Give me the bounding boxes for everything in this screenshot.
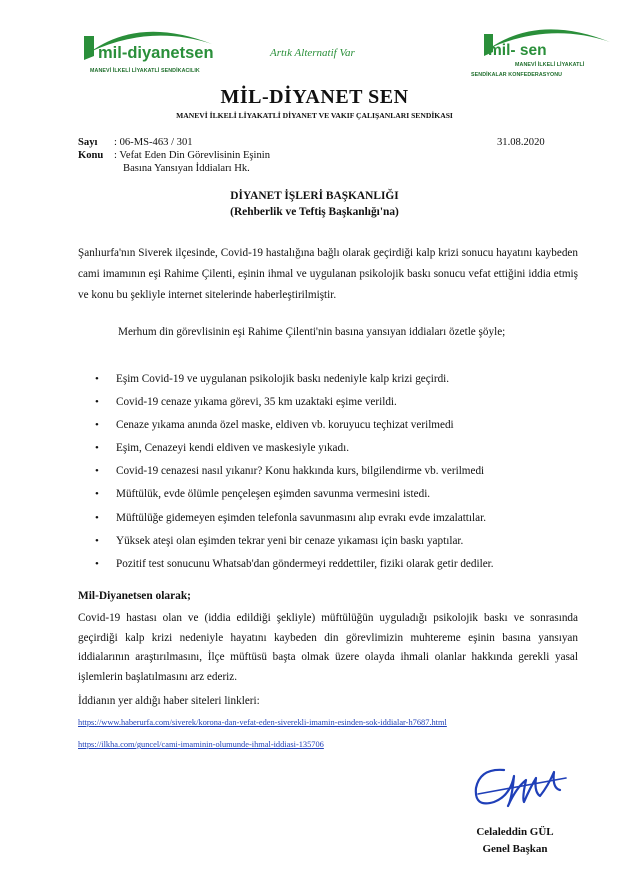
paragraph-intro: Şanlıurfa'nın Siverek ilçesinde, Covid-19 hastalığına bağlı olarak geçirdiği kalp krizi sonucu hayatını kaybeden cami imamının eşi Rahime Çilenti, eşinin ihmal ve uygulanan psikolojik baskı sonucu vefat ettiğini iddia etmiş ve konu bu şekliyle internet sitelerinde haberleştirilmiştir. bbox=[78, 247, 578, 301]
addressee-line2: (Rehberlik ve Teftiş Başkanlığı'na) bbox=[230, 206, 399, 218]
list-item: • Eşim, Cenazeyi kendi eldiven ve maskesiyle yıkadı. bbox=[78, 440, 578, 463]
signatory-name: Celaleddin GÜL bbox=[476, 826, 554, 838]
signature-icon bbox=[470, 758, 575, 818]
claims-list bbox=[78, 371, 578, 579]
list-item: • Eşim Covid-19 ve uygulanan psikolojik baskı nedeniyle kalp krizi geçirdi. bbox=[78, 371, 578, 394]
left-logo-brand: mil-diyanetsen bbox=[98, 44, 214, 62]
addressee-line1: DİYANET İŞLERİ BAŞKANLIĞI bbox=[230, 190, 399, 202]
list-item: • Covid-19 cenaze yıkama görevi, 35 km uzaktaki eşime verildi. bbox=[78, 394, 578, 417]
list-item: • Müftülük, evde ölümle pençeleşen eşimden savunma vermesini istedi. bbox=[78, 486, 578, 509]
list-item: • Yüksek ateşi olan eşimden tekrar yeni bir cenaze yıkaması için baskı yaptılar. bbox=[78, 533, 578, 556]
konu-label: Konu bbox=[78, 150, 104, 161]
mil-diyanetsen-logo bbox=[80, 22, 225, 80]
left-logo-tagline: MANEVİ İLKELİ LİYAKATLİ SENDİKACILIK bbox=[90, 68, 200, 74]
sayi-value: : 06-MS-463 / 301 bbox=[114, 137, 193, 148]
konu-value: : Vefat Eden Din Görevlisinin Eşinin bbox=[114, 150, 271, 161]
signatory-title: Genel Başkan bbox=[482, 843, 548, 855]
page-title: MİL-DİYANET SEN bbox=[220, 86, 409, 108]
right-logo-line1: MANEVİ İLKELİ LİYAKATLİ bbox=[515, 62, 585, 68]
sayi-label: Sayı bbox=[78, 137, 98, 148]
paragraph-request: Covid-19 hastası olan ve (iddia edildiği şekliyle) müftülüğün uyguladığı psikolojik baskı ve sonrasında geçirdiği kalp krizi nedeniyle hayatını kaybeden din görevlimizin muhtereme eşinin basına yansıyan iddialarının araştırılmasını, İlçe müftüsü başta olmak üzere olayda ihmali olanlar hakkında gerekli yasal işlemlerin başlatılmasını arz ederiz. bbox=[78, 612, 578, 683]
list-item: • Pozitif test sonucunu Whatsab'dan göndermeyi reddettiler, fiziki olarak getir dediler. bbox=[78, 556, 578, 579]
document-date: 31.08.2020 bbox=[497, 137, 545, 148]
page-subtitle: MANEVİ İLKELİ LİYAKATLİ DİYANET VE VAKIF ÇALIŞANLARI SENDİKASI bbox=[176, 111, 453, 120]
list-item: • Covid-19 cenazesi nasıl yıkanır? Konu hakkında kurs, bilgilendirme vb. verilmedi bbox=[78, 463, 578, 486]
konu-value-line2: Basına Yansıyan İddiaları Hk. bbox=[123, 163, 250, 174]
right-logo-brand: mil- sen bbox=[488, 42, 547, 59]
motto: Artık Alternatif Var bbox=[270, 47, 355, 59]
section-heading: Mil-Diyanetsen olarak; bbox=[78, 590, 191, 602]
news-link-haberurfa[interactable]: https://www.haberurfa.com/siverek/korona-dan-vefat-eden-siverekli-imamin-esinden-sok-iddialar-h7687.html bbox=[78, 718, 447, 727]
links-intro: İddianın yer aldığı haber siteleri linkleri: bbox=[78, 695, 260, 707]
list-item: • Müftülüğe gidemeyen eşimden telefonla savunmasını alıp evrakı evde imzalattılar. bbox=[78, 510, 578, 533]
right-logo-line2: SENDİKALAR KONFEDERASYONU bbox=[471, 72, 563, 78]
news-link-ilkha[interactable]: https://ilkha.com/guncel/cami-imaminin-olumunde-ihmal-iddiasi-135706 bbox=[78, 740, 324, 749]
paragraph-summary-intro: Merhum din görevlisinin eşi Rahime Çilenti'nin basına yansıyan iddiaları özetle şöyle; bbox=[118, 326, 506, 338]
list-item: • Cenaze yıkama anında özel maske, eldiven vb. koruyucu teçhizat verilmedi bbox=[78, 417, 578, 440]
mil-sen-logo bbox=[470, 22, 620, 84]
